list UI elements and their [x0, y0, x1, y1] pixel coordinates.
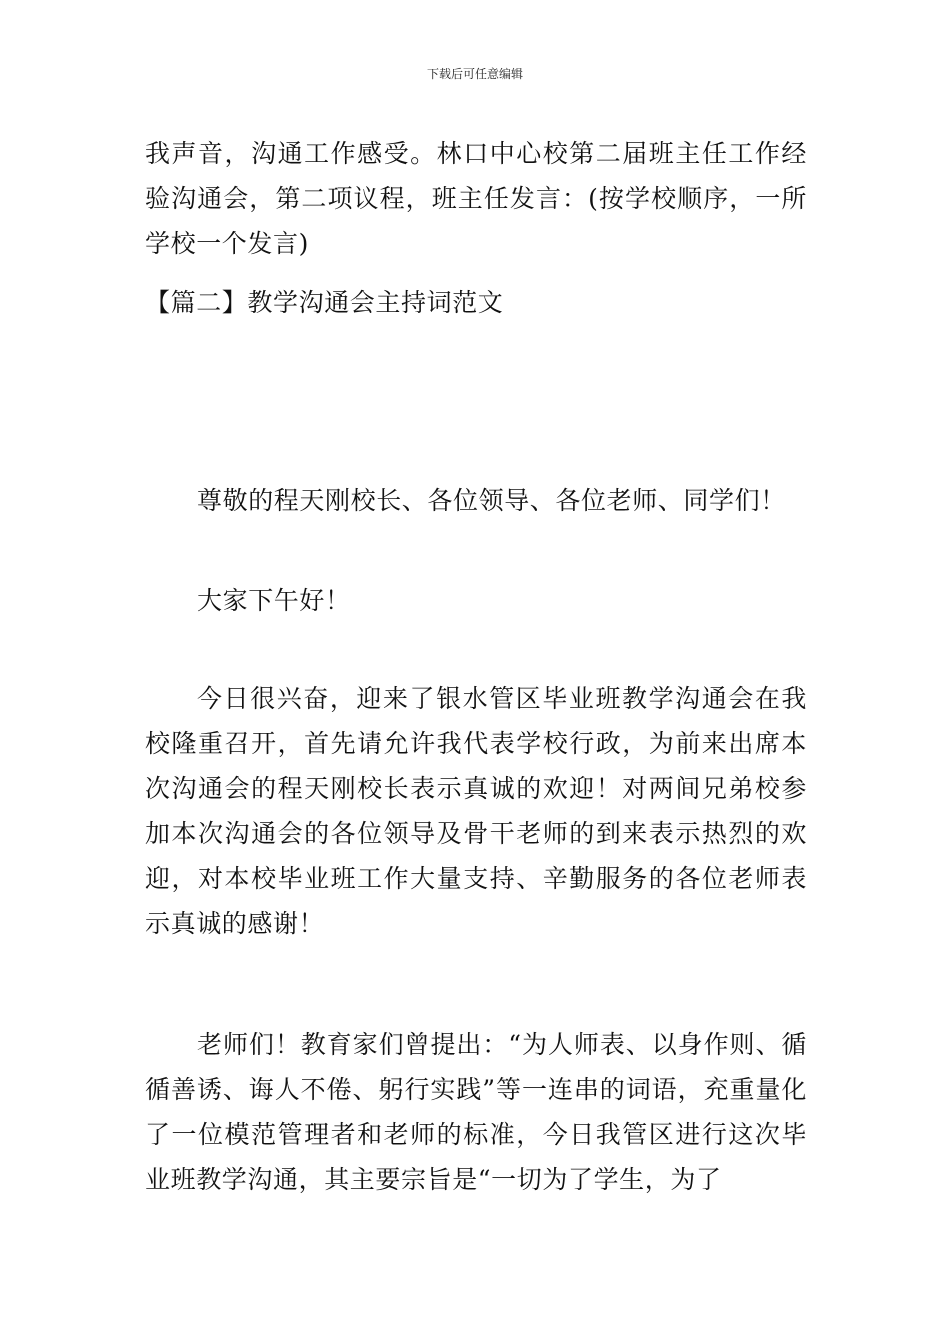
welcome-paragraph: 今日很兴奋，迎来了银水管区毕业班教学沟通会在我校隆重召开，首先请允许我代表学校行政，为前来出席本次沟通会的程天刚校长表示真诚的欢迎！对两间兄弟校参加本次沟通会的各位领导及骨干老师的到来表示热烈的欢迎，对本校毕业班工作大量支持、辛勤服务的各位老师表示真诚的感谢！: [145, 684, 807, 938]
salutation-paragraph: 尊敬的程天刚校长、各位领导、各位老师、同学们！: [197, 486, 786, 515]
greeting-paragraph: 大家下午好！: [197, 586, 351, 615]
page-header-note: 下载后可任意编辑: [426, 67, 523, 81]
teachers-paragraph: 老师们！教育家们曾提出：“为人师表、以身作则、循循善诱、诲人不倦、躬行实践”等一连串的词语，充重量化了一位模范管理者和老师的标准，今日我管区进行这次毕业班教学沟通，其主要宗旨是“一切为了学生，为了: [145, 1030, 807, 1194]
section-heading: 【篇二】教学沟通会主持词范文: [145, 288, 504, 317]
intro-paragraph: 我声音，沟通工作感受。林口中心校第二届班主任工作经验沟通会，第二项议程，班主任发言：(按学校顺序，一所学校一个发言): [145, 139, 807, 258]
